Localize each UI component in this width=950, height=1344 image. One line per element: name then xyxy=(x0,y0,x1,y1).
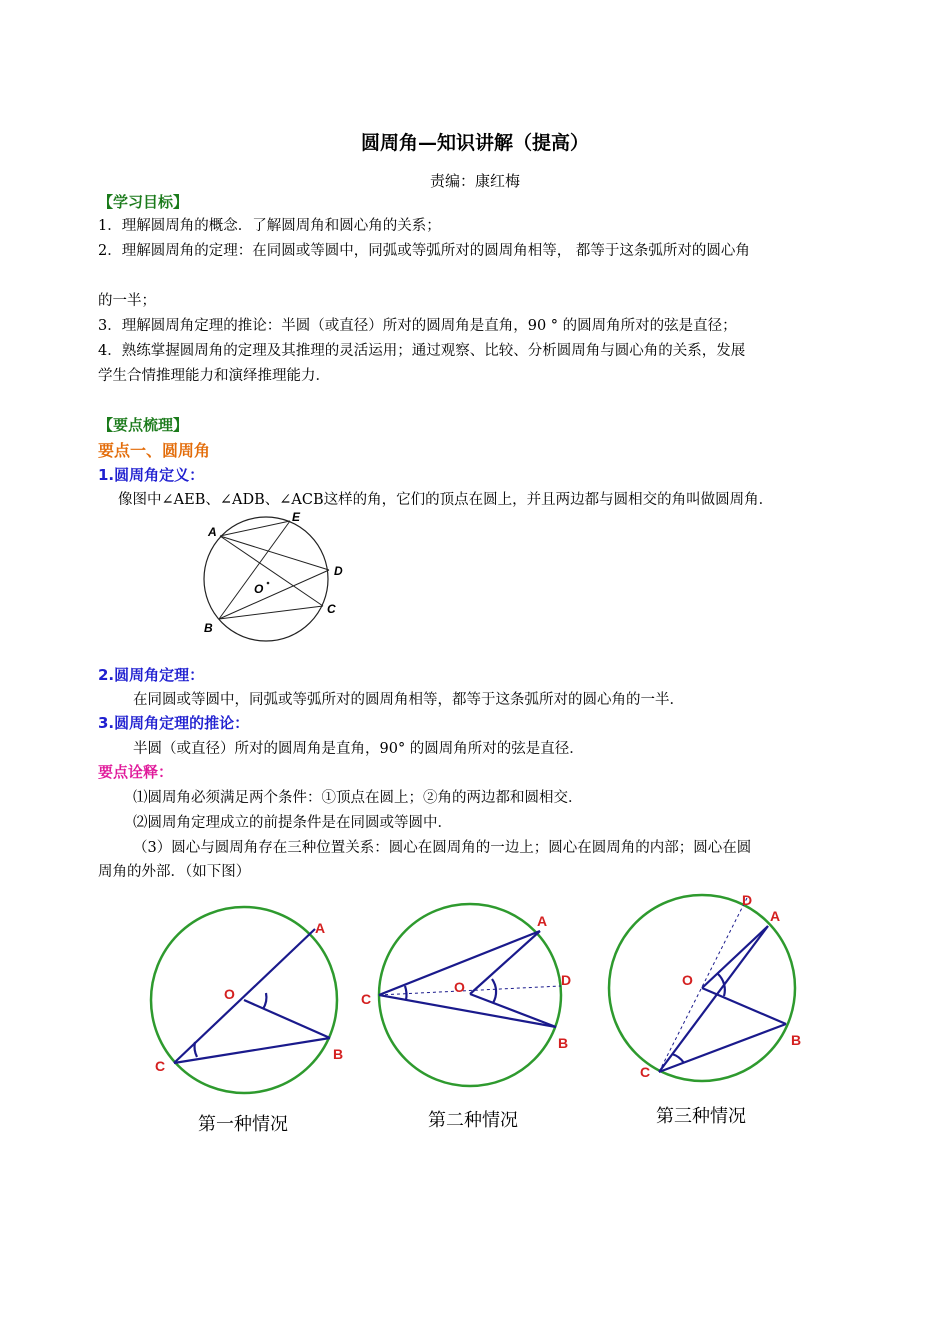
corollary-title: 3.圆周角定理的推论： xyxy=(98,714,250,732)
goal-line-2b: 的一半； xyxy=(98,293,156,309)
label-C: C xyxy=(361,991,372,1007)
case-3-caption: 第三种情况 xyxy=(656,1106,746,1127)
label-O: O xyxy=(454,979,465,995)
definition-text: 像图中∠AEB、∠ADB、∠ACB这样的角，它们的顶点在圆上，并且两边都与圆相交的角叫做圆周角． xyxy=(118,492,774,508)
label-D: D xyxy=(561,972,572,988)
label-B: B xyxy=(204,621,213,635)
corollary-text: 半圆（或直径）所对的圆周角是直角，90° 的圆周角所对的弦是直径． xyxy=(133,741,584,757)
label-O: O xyxy=(224,986,235,1002)
goal-line-4: 4．熟练掌握圆周角的定理及其推理的灵活运用；通过观察、比较、分析圆周角与圆心角的关系，发展 xyxy=(98,343,746,359)
label-O: O xyxy=(254,582,264,596)
label-A: A xyxy=(770,908,781,924)
theorem-title: 2.圆周角定理： xyxy=(98,666,205,684)
notes-title: 要点诠释： xyxy=(98,763,174,781)
label-C: C xyxy=(327,602,336,616)
label-A: A xyxy=(315,920,326,936)
figure-case-3 xyxy=(600,886,820,1080)
label-A: A xyxy=(208,525,217,539)
goals-heading: 【学习目标】 xyxy=(98,193,189,211)
label-O: O xyxy=(682,972,693,988)
definition-title: 1.圆周角定义： xyxy=(98,466,205,484)
note-2: ⑵圆周角定理成立的前提条件是在同圆或等圆中． xyxy=(133,815,452,831)
label-C: C xyxy=(155,1058,166,1074)
note-3b: 周角的外部．（如下图） xyxy=(98,864,251,880)
goal-line-2: 2．理解圆周角的定理：在同圆或等圆中，同弧或等弧所对的圆周角相等， 都等于这条弧所对的圆心角 xyxy=(98,243,750,259)
goal-line-3: 3．理解圆周角定理的推论：半圆（或直径）所对的圆周角是直角，90 ° 的圆周角所对的弦是直径； xyxy=(98,318,737,334)
label-B: B xyxy=(791,1032,802,1048)
page-title: 圆周角—知识讲解（提高） xyxy=(360,132,589,154)
goal-line-1: 1．理解圆周角的概念．了解圆周角和圆心角的关系； xyxy=(98,218,441,234)
label-D: D xyxy=(334,564,343,578)
label-C: C xyxy=(640,1064,651,1080)
summary-heading: 【要点梳理】 xyxy=(98,416,189,434)
note-3a: （3）圆心与圆周角存在三种位置关系：圆心在圆周角的一边上；圆心在圆周角的内部；圆心在圆 xyxy=(133,840,752,856)
figure-case-2 xyxy=(361,898,590,1078)
case-1-caption: 第一种情况 xyxy=(198,1114,288,1135)
case-2-caption: 第二种情况 xyxy=(428,1110,518,1131)
theorem-text: 在同圆或等圆中，同弧或等弧所对的圆周角相等，都等于这条弧所对的圆心角的一半． xyxy=(133,692,684,708)
label-D: D xyxy=(742,892,753,908)
goal-line-5: 学生合情推理能力和演绎推理能力． xyxy=(98,368,330,384)
point1-heading: 要点一、圆周角 xyxy=(98,441,211,460)
figure-case-1 xyxy=(140,905,350,1080)
label-A: A xyxy=(537,913,548,929)
label-B: B xyxy=(333,1046,344,1062)
label-B: B xyxy=(558,1035,569,1051)
figure-inscribed-angles xyxy=(196,506,356,648)
label-E: E xyxy=(292,510,301,524)
author: 责编：康红梅 xyxy=(429,172,520,190)
note-1: ⑴圆周角必须满足两个条件：①顶点在圆上；②角的两边都和圆相交． xyxy=(133,790,583,806)
